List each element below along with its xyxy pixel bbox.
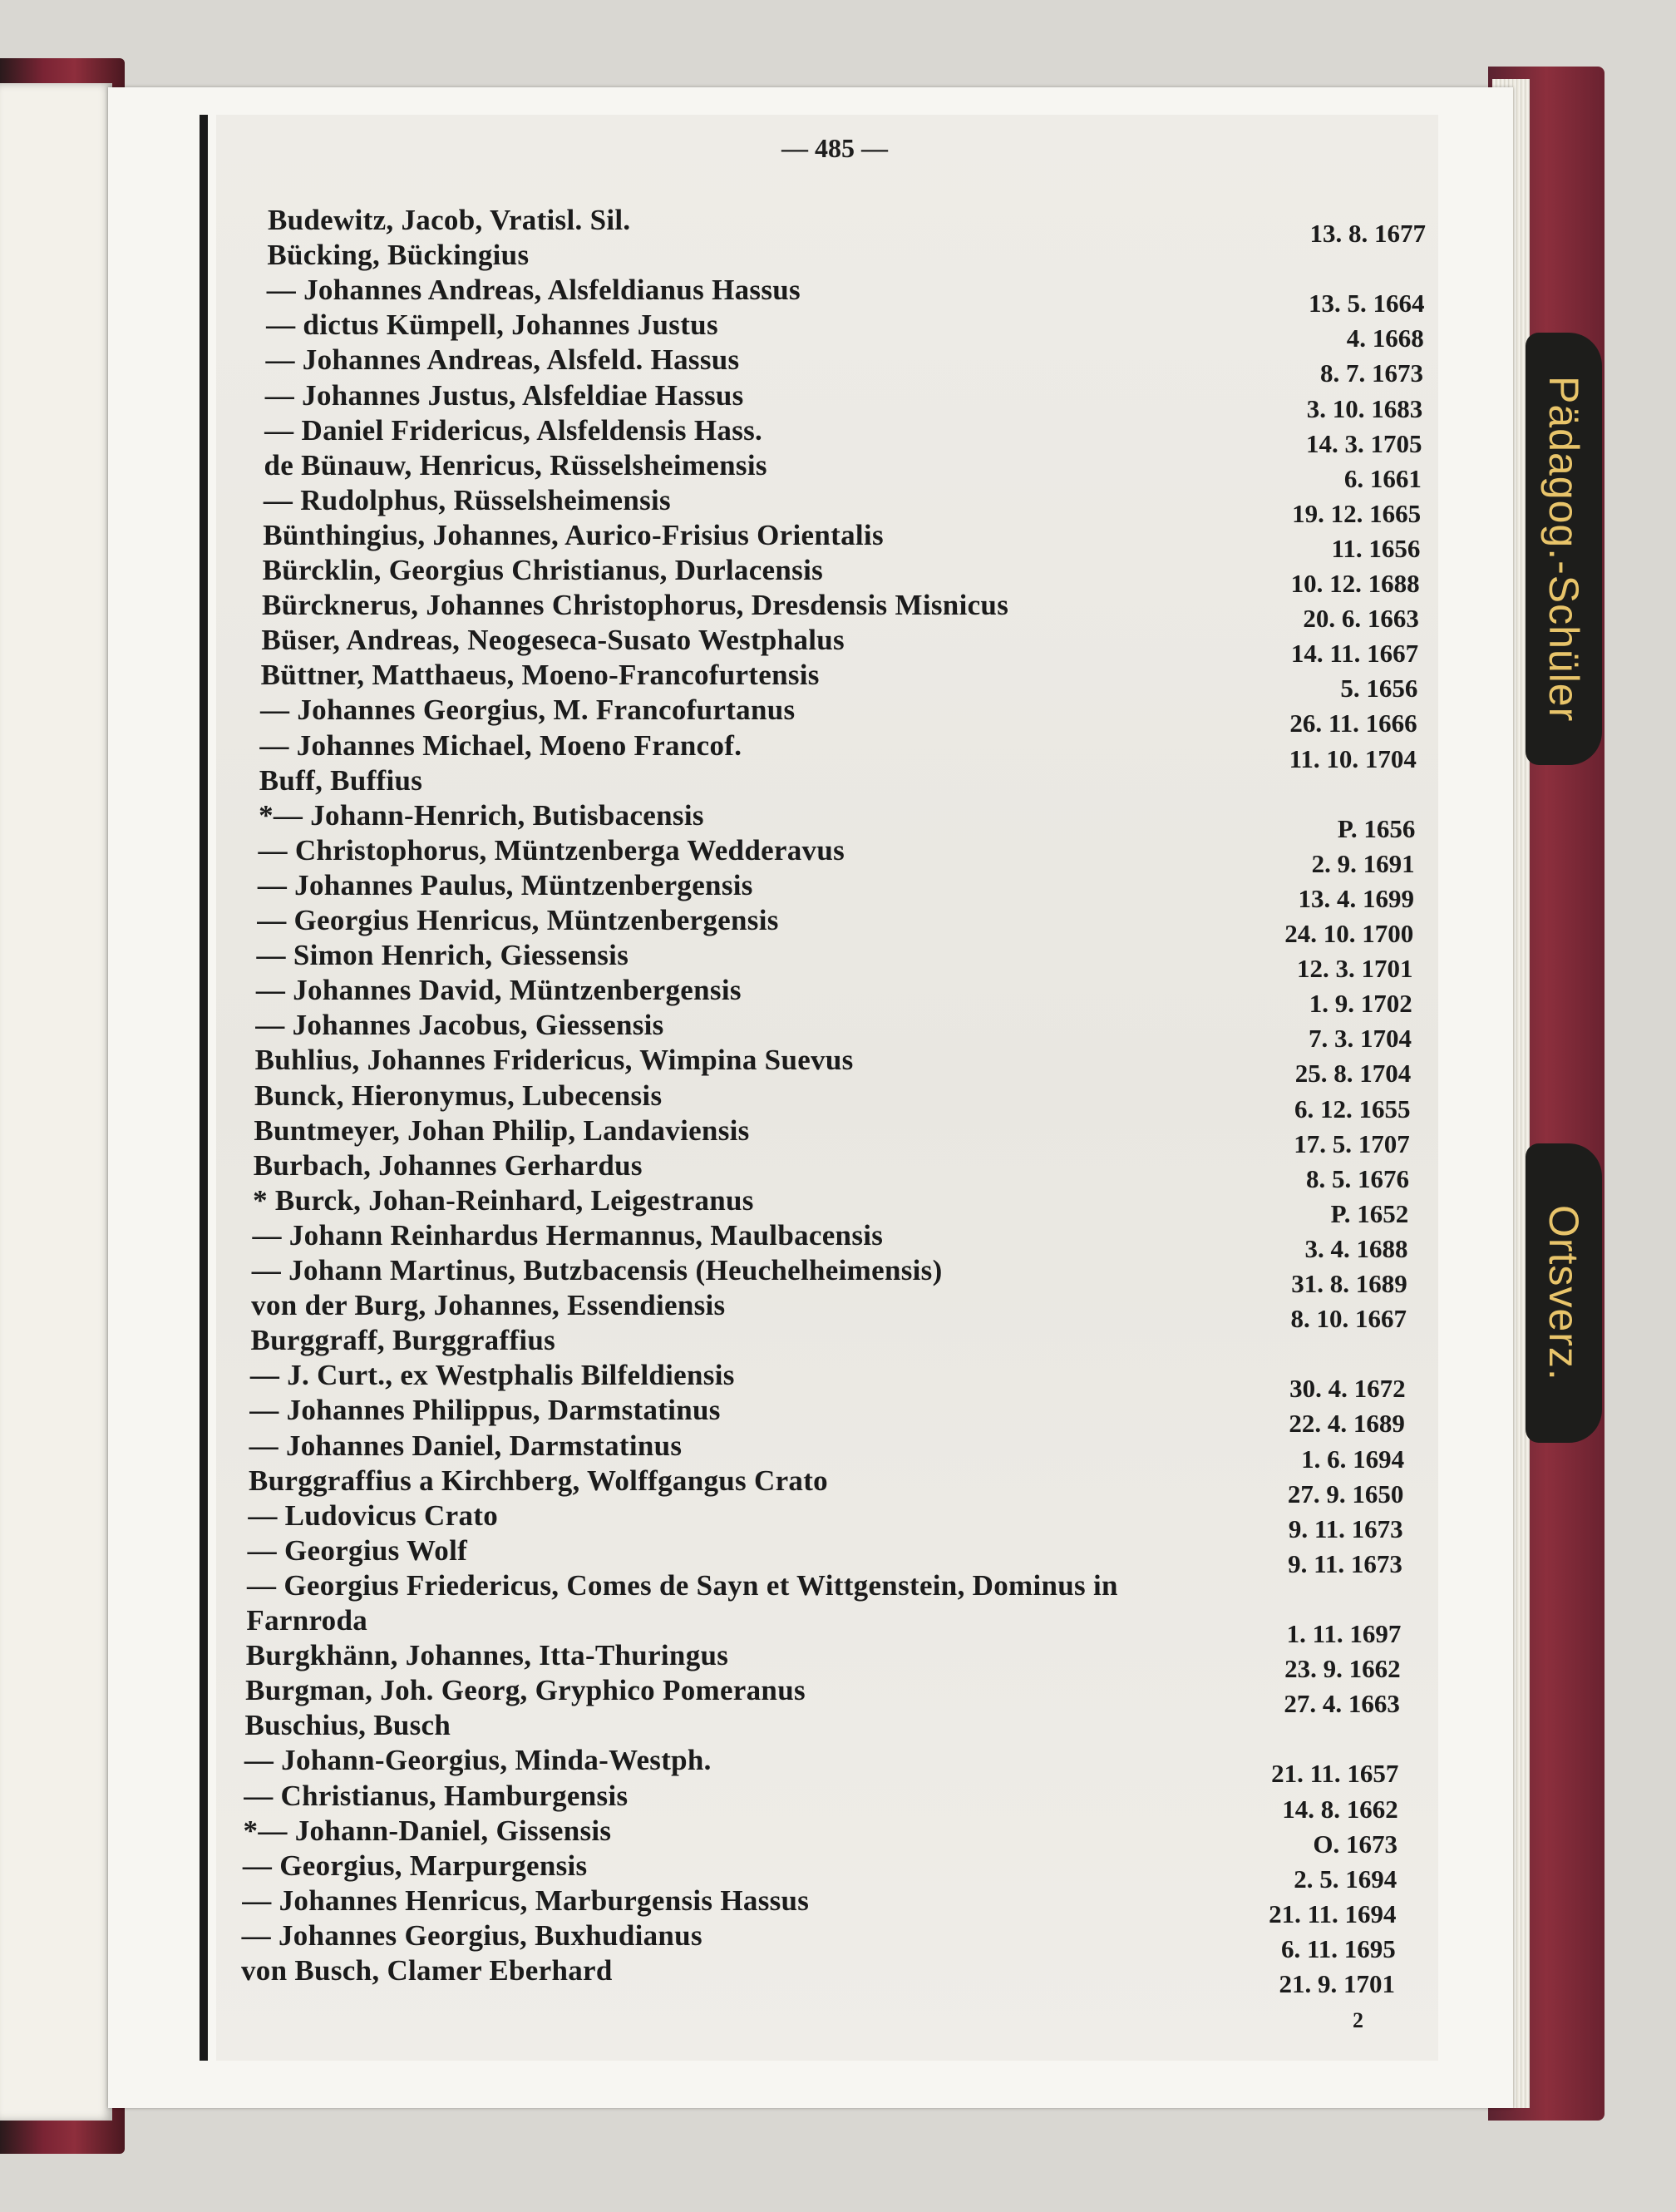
- entry-name: Buntmeyer, Johan Philip, Landaviensis: [254, 1113, 750, 1147]
- entry-name: — Johannes Daniel, Darmstatinus: [249, 1429, 683, 1462]
- register-entry: [0, 868, 1676, 913]
- entry-name: de Bünauw, Henricus, Rüsselsheimensis: [264, 448, 767, 481]
- register-entry: [0, 448, 1676, 493]
- entry-date: 27. 9. 1650: [1287, 1479, 1404, 1508]
- entry-name: * Burck, Johan-Reinhard, Leigestranus: [253, 1183, 754, 1217]
- register-entry: [0, 974, 1676, 1019]
- entry-date: 7. 3. 1704: [1308, 1024, 1412, 1054]
- register-entry: [0, 764, 1676, 797]
- entry-name: Büttner, Matthaeus, Moeno-Francofurtensis: [260, 659, 820, 692]
- entry-name: — Simon Henrich, Giessensis: [256, 939, 629, 972]
- entry-name: von Busch, Clamer Eberhard: [241, 1954, 613, 1987]
- register-entry: [0, 1604, 1676, 1648]
- register-entry: [0, 1674, 1676, 1719]
- register-entry: [0, 1254, 1676, 1298]
- entry-date: 11. 1656: [1331, 533, 1421, 563]
- entry-name: — Georgius Friedericus, Comes de Sayn et Wittgenstein, Dominus in: [247, 1568, 1118, 1602]
- entry-name: Bürcklin, Georgius Christianus, Durlacensis: [262, 554, 824, 586]
- register-entry: [0, 624, 1676, 669]
- register-entry: [0, 1324, 1676, 1357]
- entry-date: 2. 5. 1694: [1294, 1864, 1397, 1894]
- entry-date: 25. 8. 1704: [1294, 1059, 1412, 1089]
- entry-date: 22. 4. 1689: [1289, 1409, 1405, 1439]
- index-tab-label: Pädagog.-Schüler: [1540, 375, 1587, 723]
- entry-name: — Johannes Georgius, Buxhudianus: [241, 1918, 702, 1952]
- entry-date: 19. 12. 1665: [1292, 498, 1422, 528]
- entry-date: 27. 4. 1663: [1284, 1689, 1400, 1719]
- entry-date: 24. 10. 1700: [1284, 919, 1414, 948]
- entry-name: Bürcknerus, Johannes Christophorus, Dresdensis Misnicus: [261, 589, 1009, 622]
- entry-date: 23. 9. 1662: [1284, 1654, 1401, 1684]
- entry-date: 12. 3. 1701: [1296, 954, 1413, 984]
- register-entry: [0, 1639, 1676, 1684]
- register-entry: [0, 204, 1676, 248]
- register-entry: [0, 1079, 1676, 1123]
- register-entry: [0, 1533, 1676, 1578]
- register-entry: [0, 274, 1676, 318]
- register-entry: [0, 1849, 1676, 1894]
- entry-date: 2. 9. 1691: [1311, 848, 1415, 878]
- entry-name: *— Johann-Henrich, Butisbacensis: [259, 798, 704, 832]
- entry-date: P. 1652: [1330, 1198, 1409, 1228]
- register-entry: [0, 1183, 1676, 1228]
- entry-name: Burggraffius a Kirchberg, Wolffgangus Crato: [248, 1464, 828, 1497]
- entry-name: — Johannes Paulus, Müntzenbergensis: [257, 868, 753, 901]
- register-entry: [0, 1779, 1676, 1824]
- register-entry: [0, 589, 1676, 634]
- entry-date: 6. 1661: [1343, 463, 1422, 493]
- entry-name: Burgkhänn, Johannes, Itta-Thuringus: [245, 1639, 729, 1672]
- entry-name: — Georgius Henricus, Müntzenbergensis: [257, 904, 779, 936]
- register-entry: [0, 904, 1676, 948]
- register-entry: [0, 833, 1676, 878]
- register-entry: [0, 1918, 1676, 1963]
- entry-date: 9. 11. 1673: [1288, 1548, 1402, 1578]
- register-entry: [0, 1744, 1676, 1789]
- entry-name: Burggraff, Burggraffius: [250, 1324, 556, 1357]
- entry-date: 13. 8. 1677: [1309, 219, 1426, 248]
- entry-name: — Johann Martinus, Butzbacensis (Heuchelheimensis): [251, 1254, 943, 1286]
- register-entry: [0, 1569, 1676, 1602]
- entry-name: — Johannes Andreas, Alsfeld. Hassus: [265, 343, 740, 377]
- entry-name: — Johann-Georgius, Minda-Westph.: [244, 1744, 712, 1777]
- entry-name: — Johannes Jacobus, Giessensis: [255, 1009, 664, 1042]
- entry-name: Büser, Andreas, Neogeseca-Susato Westphalus: [261, 624, 845, 657]
- entry-name: — Rudolphus, Rüsselsheimensis: [263, 483, 671, 516]
- entry-name: Burgman, Joh. Georg, Gryphico Pomeranus: [245, 1674, 806, 1707]
- entry-date: 14. 3. 1705: [1306, 428, 1422, 458]
- entry-name: *— Johann-Daniel, Gissensis: [243, 1814, 612, 1847]
- entry-date: 31. 8. 1689: [1291, 1269, 1407, 1298]
- register-entry: [0, 1289, 1676, 1334]
- entry-date: 1. 6. 1694: [1301, 1444, 1405, 1474]
- entry-date: 21. 9. 1701: [1279, 1969, 1395, 1998]
- entry-name: — Johannes Michael, Moeno Francof.: [259, 728, 742, 762]
- register-entry: [0, 939, 1676, 984]
- entry-date: 13. 4. 1699: [1298, 883, 1414, 913]
- register-entry: [0, 1954, 1676, 1998]
- entry-name: Bünthingius, Johannes, Aurico-Frisius Orientalis: [263, 518, 884, 551]
- entry-name: — Johann Reinhardus Hermannus, Maulbacensis: [252, 1218, 884, 1252]
- entry-date: 5. 1656: [1340, 674, 1418, 704]
- register-entry: [0, 483, 1676, 528]
- entry-date: 1. 11. 1697: [1286, 1619, 1402, 1648]
- register-entry: [0, 1429, 1676, 1474]
- entry-date: 14. 8. 1662: [1282, 1794, 1398, 1824]
- register-entry: [0, 1464, 1676, 1508]
- entry-date: 20. 6. 1663: [1303, 604, 1419, 634]
- entry-date: O. 1673: [1313, 1829, 1397, 1859]
- entry-date: 3. 4. 1688: [1304, 1233, 1408, 1263]
- register-entry: [0, 694, 1676, 738]
- register-entry: [0, 1218, 1676, 1263]
- register-entry: [0, 728, 1676, 773]
- entry-date: P. 1656: [1337, 813, 1416, 843]
- entry-date: 8. 5. 1676: [1306, 1163, 1410, 1193]
- entry-date: 1. 9. 1702: [1309, 989, 1412, 1019]
- entry-date: 14. 11. 1667: [1290, 639, 1419, 669]
- entry-name: — Johannes David, Müntzenbergensis: [255, 974, 742, 1007]
- entry-name: — Johannes Justus, Alsfeldiae Hassus: [264, 378, 744, 412]
- entry-name: Buhlius, Johannes Fridericus, Wimpina Suevus: [254, 1044, 854, 1077]
- register-entry: [0, 1814, 1676, 1859]
- register-entry: [0, 1044, 1676, 1089]
- register-entry: [0, 1148, 1676, 1193]
- entry-date: 21. 11. 1657: [1271, 1759, 1399, 1789]
- entry-name: — Johannes Georgius, M. Francofurtanus: [260, 694, 796, 727]
- register-entry: [0, 1359, 1676, 1404]
- entry-date: 21. 11. 1694: [1269, 1898, 1397, 1928]
- entry-date: 3. 10. 1683: [1306, 393, 1423, 423]
- entry-name: — dictus Kümpell, Johannes Justus: [266, 309, 718, 342]
- page-number: — 485 —: [781, 133, 888, 163]
- register-entry: [0, 343, 1676, 388]
- entry-date: 13. 5. 1664: [1309, 289, 1425, 318]
- entry-name: Burbach, Johannes Gerhardus: [253, 1148, 643, 1182]
- register-entry: [0, 1009, 1676, 1054]
- register-entry: [0, 1394, 1676, 1439]
- entry-date: 10. 12. 1688: [1290, 569, 1420, 598]
- entry-date: 6. 12. 1655: [1294, 1094, 1411, 1123]
- entry-name: — Christianus, Hamburgensis: [244, 1779, 628, 1812]
- index-tab-label: Ortsverz.: [1540, 1205, 1587, 1381]
- register-entry: [0, 1113, 1676, 1158]
- entry-name: — Ludovicus Crato: [248, 1499, 498, 1532]
- entry-name: von der Burg, Johannes, Essendiensis: [251, 1289, 726, 1322]
- entry-name: — Johannes Andreas, Alsfeldianus Hassus: [266, 274, 801, 307]
- entry-name: — Johannes Philippus, Darmstatinus: [249, 1394, 721, 1427]
- entry-date: 8. 10. 1667: [1290, 1304, 1407, 1334]
- entry-name: — Christophorus, Müntzenberga Wedderavus: [258, 833, 845, 867]
- register-entry: [0, 309, 1676, 353]
- entry-name: Bunck, Hieronymus, Lubecensis: [254, 1079, 663, 1112]
- entry-name: — Daniel Fridericus, Alsfeldensis Hass.: [264, 413, 763, 447]
- footer-signature: 2: [1353, 2008, 1363, 2032]
- entry-date: 8. 7. 1673: [1320, 358, 1424, 388]
- entry-name: Budewitz, Jacob, Vratisl. Sil.: [268, 204, 631, 236]
- entry-date: 9. 11. 1673: [1288, 1513, 1403, 1543]
- register-entry: [0, 1884, 1676, 1928]
- entry-date: 26. 11. 1666: [1289, 709, 1417, 738]
- entry-date: 4. 1668: [1346, 323, 1424, 353]
- register-entry: [0, 554, 1676, 598]
- entry-date: 30. 4. 1672: [1289, 1374, 1406, 1404]
- entry-name: — J. Curt., ex Westphalis Bilfeldiensis: [249, 1359, 735, 1392]
- entry-name: Bücking, Bückingius: [267, 239, 530, 272]
- entry-name: — Georgius, Marpurgensis: [242, 1849, 588, 1882]
- entry-date: 6. 11. 1695: [1280, 1933, 1396, 1963]
- register-entry: [0, 1499, 1676, 1543]
- register-entry: [0, 413, 1676, 458]
- register-entry: [0, 659, 1676, 704]
- register-entry: [0, 518, 1676, 563]
- register-entry: [0, 798, 1676, 843]
- entry-name: — Georgius Wolf: [247, 1533, 468, 1567]
- entry-name: Buschius, Busch: [244, 1709, 451, 1742]
- entry-name: — Johannes Henricus, Marburgensis Hassus: [242, 1884, 810, 1917]
- entry-date: 11. 10. 1704: [1289, 743, 1417, 773]
- register-entry: [0, 1709, 1676, 1742]
- register-entry: [0, 239, 1676, 272]
- entry-name: Farnroda: [246, 1604, 368, 1637]
- entry-name: Buff, Buffius: [259, 763, 423, 797]
- register-entry: [0, 378, 1676, 423]
- entry-date: 17. 5. 1707: [1294, 1128, 1410, 1158]
